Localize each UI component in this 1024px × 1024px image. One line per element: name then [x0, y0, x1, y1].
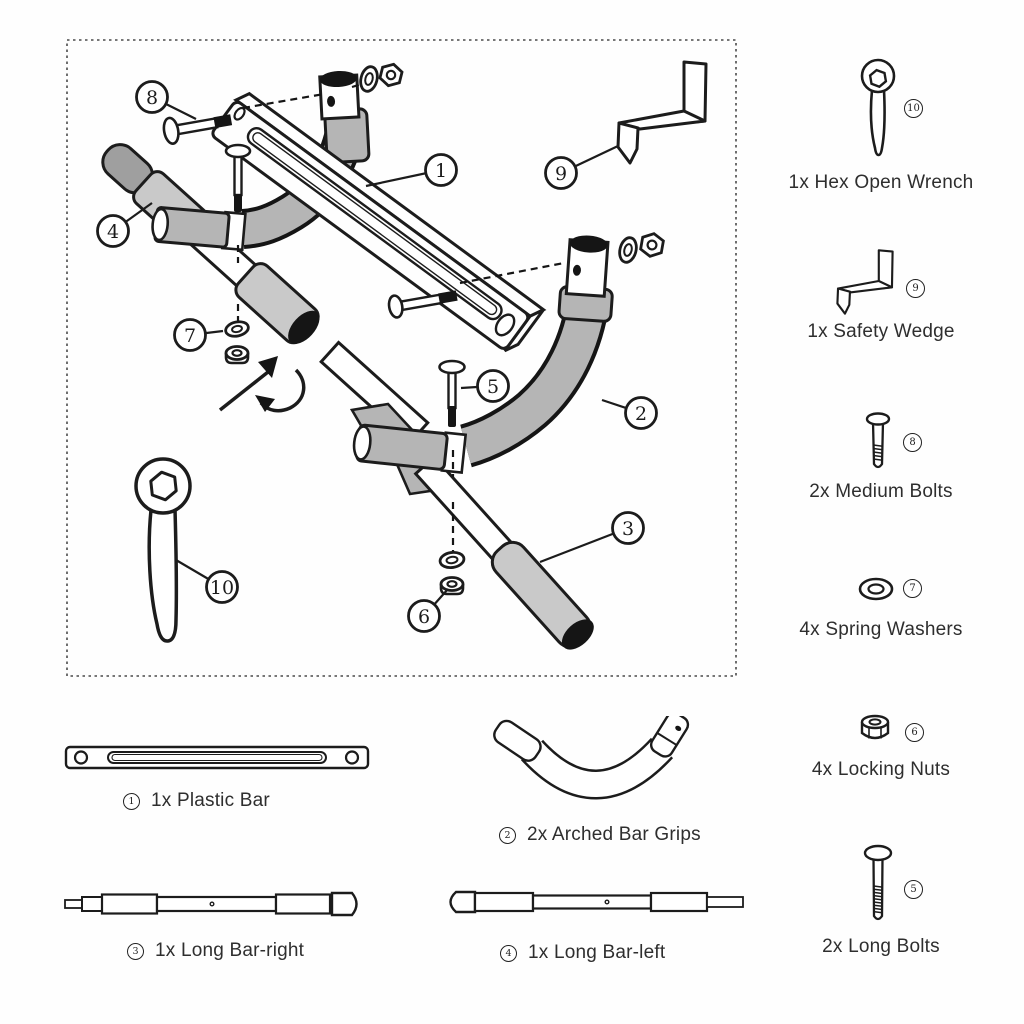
part-number-badge: 4 [500, 945, 517, 962]
svg-text:9: 9 [554, 162, 568, 185]
callout-2 [602, 398, 657, 429]
plastic-bar-icon [64, 744, 372, 772]
part-label: 4x Locking Nuts [811, 759, 951, 780]
part-number-badge: 3 [127, 943, 144, 960]
long-bar-right-icon [64, 890, 366, 918]
rotation-arrow [220, 356, 304, 412]
long-bar-left-icon [443, 890, 745, 916]
part-label: 1x Hex Open Wrench [788, 172, 974, 193]
svg-text:2: 2 [634, 402, 648, 425]
spring-washer-top [358, 65, 380, 93]
locking-nut-right [640, 232, 665, 258]
medium-bolt-icon [858, 412, 898, 474]
callout-3 [540, 513, 644, 563]
part-number-badge: 8 [903, 433, 922, 452]
callout-5 [461, 371, 509, 402]
part-number-badge: 6 [905, 723, 924, 742]
safety-wedge-drawing [618, 62, 706, 163]
spring-washer-left [224, 320, 249, 338]
svg-text:1: 1 [434, 159, 448, 182]
part-label: 1x Long Bar-right [155, 940, 305, 961]
safety-wedge-icon [828, 244, 902, 318]
callout-8 [137, 82, 197, 120]
part-label: 1x Safety Wedge [807, 321, 955, 342]
svg-text:10: 10 [209, 576, 235, 599]
part-label: 2x Medium Bolts [809, 481, 953, 502]
spring-washer-center [439, 551, 465, 569]
arched-bar-grips-icon [492, 716, 700, 816]
part-number-badge: 9 [906, 279, 925, 298]
svg-text:5: 5 [486, 375, 500, 398]
svg-text:6: 6 [417, 605, 431, 628]
part-label: 2x Long Bolts [822, 936, 940, 957]
spring-washer-right [617, 236, 639, 264]
part-number-badge: 1 [123, 793, 140, 810]
long-bolt-left [226, 145, 250, 212]
long-bolt-center [440, 361, 465, 427]
part-number-badge: 5 [904, 880, 923, 899]
part-label: 4x Spring Washers [799, 619, 963, 640]
svg-text:7: 7 [183, 324, 197, 347]
svg-text:3: 3 [621, 517, 635, 540]
long-bolt-icon [858, 844, 898, 926]
locking-nut-icon [856, 712, 894, 746]
part-label: 2x Arched Bar Grips [527, 824, 701, 845]
part-label: 1x Long Bar-left [528, 942, 666, 963]
long-bar-right-drawing [411, 452, 599, 655]
part-number-badge: 2 [499, 827, 516, 844]
locking-nut-top [379, 62, 404, 88]
callout-9 [546, 146, 619, 189]
hex-open-wrench-icon [852, 56, 904, 160]
svg-text:8: 8 [145, 86, 159, 109]
callout-1 [366, 155, 457, 187]
svg-text:4: 4 [106, 220, 120, 243]
callout-10 [176, 560, 238, 603]
spring-washer-icon [855, 574, 897, 604]
part-number-badge: 10 [904, 99, 923, 118]
part-number-badge: 7 [903, 579, 922, 598]
callout-7 [175, 320, 224, 351]
center-joint-sleeve [352, 423, 465, 472]
callout-6 [409, 589, 449, 632]
locking-nut-left [226, 347, 248, 364]
callout-4 [98, 203, 153, 247]
part-label: 1x Plastic Bar [151, 790, 270, 811]
hex-open-wrench-drawing [136, 459, 190, 641]
